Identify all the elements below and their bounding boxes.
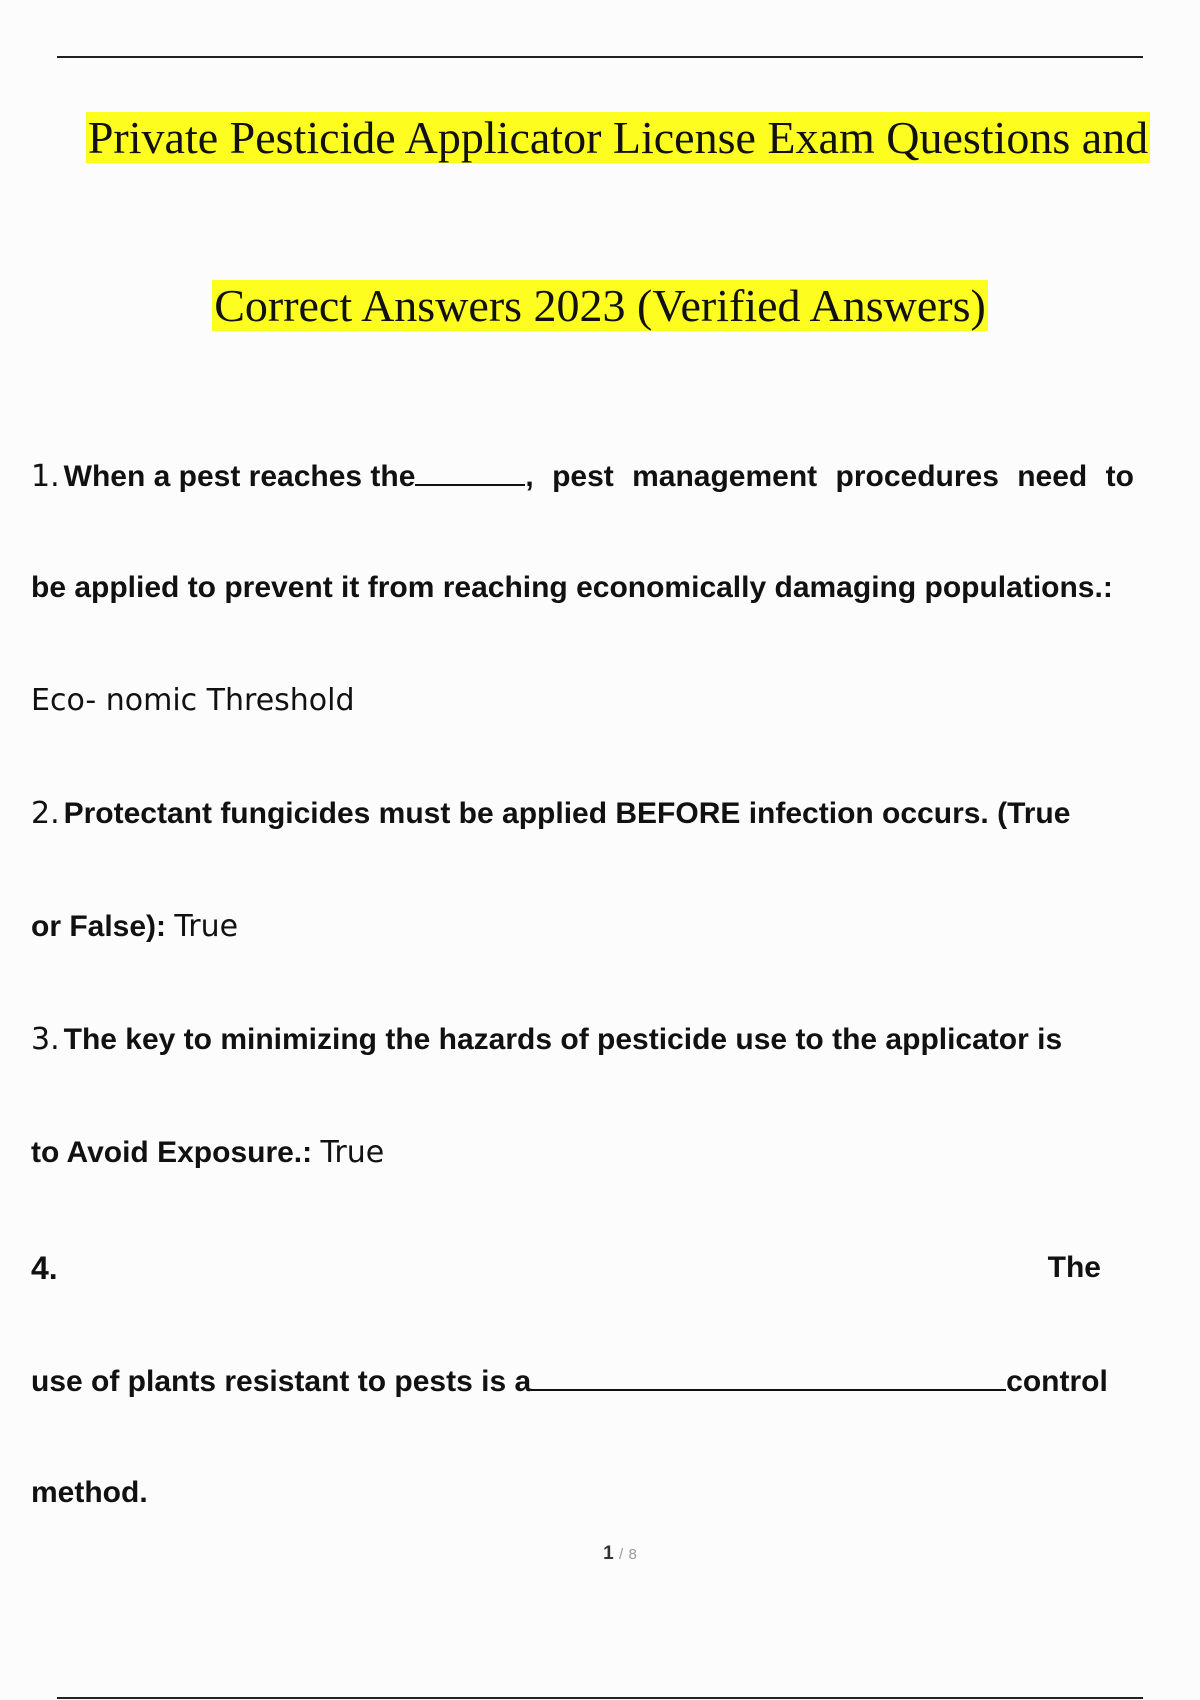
question-1-line-2: be applied to prevent it from reaching economically damaging populations.: bbox=[31, 571, 1113, 604]
question-4-text-after-blank: control bbox=[1006, 1365, 1108, 1398]
question-4-line-1 bbox=[31, 1250, 1101, 1288]
question-3-line-1 bbox=[31, 1022, 1062, 1058]
question-4-line-3: method. bbox=[31, 1476, 148, 1509]
question-4-text-start: The bbox=[1047, 1251, 1101, 1284]
question-4-line-2 bbox=[31, 1363, 1108, 1400]
question-2-line-1 bbox=[31, 796, 1070, 832]
question-3-text-end: to Avoid Exposure.: bbox=[31, 1136, 313, 1169]
question-3-line-2 bbox=[31, 1135, 384, 1171]
question-3-number: 3. bbox=[31, 1022, 60, 1057]
page-separator: / bbox=[619, 1546, 624, 1563]
page-total: 8 bbox=[628, 1546, 637, 1563]
page-current: 1 bbox=[603, 1543, 614, 1564]
question-1-answer: Eco- nomic Threshold bbox=[31, 683, 355, 718]
question-4-number: 4. bbox=[31, 1250, 58, 1286]
title-highlight-2: Correct Answers 2023 (Verified Answers) bbox=[214, 280, 986, 331]
question-4-blank bbox=[531, 1363, 1006, 1391]
question-2-answer: True bbox=[174, 909, 239, 944]
question-4-text-before-blank: use of plants resistant to pests is a bbox=[31, 1365, 532, 1398]
top-rule bbox=[57, 56, 1143, 58]
question-1-line-1 bbox=[31, 458, 1134, 495]
question-2-text: Protectant fungicides must be applied BEFORE infection occurs. (True bbox=[63, 797, 1071, 830]
title-highlight-1: Private Pesticide Applicator License Exam Questions and bbox=[87, 112, 1149, 163]
question-1-number: 1. bbox=[31, 459, 60, 494]
question-1-blank bbox=[415, 458, 525, 486]
question-3-answer: True bbox=[320, 1135, 385, 1170]
question-2-text-end: or False): bbox=[31, 910, 167, 943]
document-title-line-1 bbox=[18, 110, 1200, 166]
question-1-text-before-blank: When a pest reaches the bbox=[63, 460, 416, 493]
page-indicator bbox=[0, 1543, 1200, 1565]
question-2-number: 2. bbox=[31, 796, 60, 831]
document-title-line-2 bbox=[0, 278, 1200, 334]
question-3-text: The key to minimizing the hazards of pesticide use to the applicator is bbox=[63, 1023, 1063, 1056]
question-2-line-2 bbox=[31, 909, 238, 945]
bottom-rule bbox=[57, 1697, 1143, 1699]
question-1-text-after-blank: , pest management procedures need to bbox=[525, 460, 1134, 493]
